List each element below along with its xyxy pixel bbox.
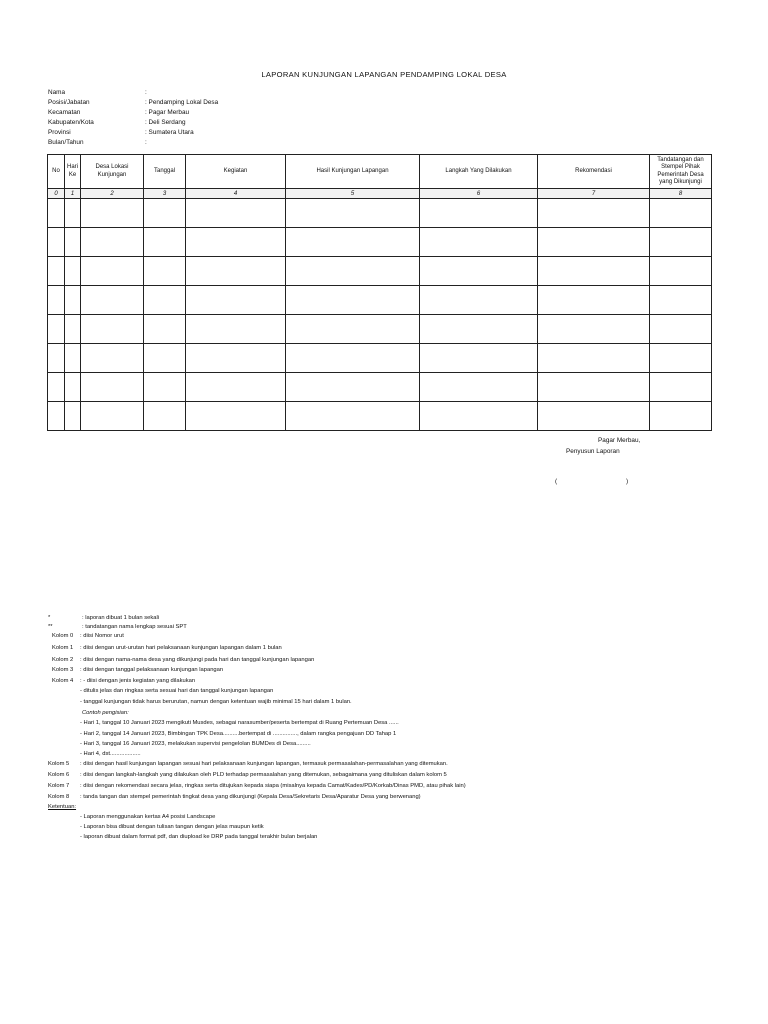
table-cell[interactable]	[48, 257, 65, 286]
info-value: :	[145, 139, 147, 146]
info-label: Bulan/Tahun	[48, 139, 84, 146]
info-row-kecamatan	[48, 108, 348, 117]
column-number: 3	[144, 189, 186, 199]
table-cell[interactable]	[286, 257, 420, 286]
header-tandatangan: Tandatangan dan Stempel Pihak Pemerintah Desa yang Dikunjungi	[650, 155, 712, 189]
note-label: Kolom 0	[52, 633, 74, 639]
table-cell[interactable]	[48, 199, 65, 228]
note-ketentuan-item: - laporan dibuat dalam format pdf, dan diupload ke DRP pada tanggal terakhir bulan berjalan	[80, 834, 318, 840]
table-cell[interactable]	[538, 373, 650, 402]
table-cell[interactable]	[650, 373, 712, 402]
note-mark: **	[48, 624, 53, 630]
column-number: 0	[48, 189, 65, 199]
table-cell[interactable]	[65, 228, 81, 257]
table-cell[interactable]	[420, 373, 538, 402]
note-text: : tanda tangan dan stempel pemerintah tingkat desa yang dikunjungi (Kepala Desa/Sekretaris Desa/Aparatur Desa yang berwenang)	[80, 794, 421, 800]
table-cell[interactable]	[81, 344, 144, 373]
table-cell[interactable]	[81, 315, 144, 344]
info-row-provinsi	[48, 128, 348, 137]
header-hari-ke: Hari Ke	[65, 155, 81, 189]
table-cell[interactable]	[420, 199, 538, 228]
table-cell[interactable]	[650, 286, 712, 315]
note-kolom8	[48, 793, 421, 801]
report-table	[47, 154, 712, 431]
note-label: Kolom 6	[48, 772, 70, 778]
note-label: Kolom 5	[48, 761, 70, 767]
info-value: : Pendamping Lokal Desa	[145, 99, 219, 106]
note-kolom3	[52, 666, 223, 674]
table-cell[interactable]	[48, 344, 65, 373]
info-label: Posisi/Jabatan	[48, 99, 90, 106]
info-row-bulan	[48, 138, 348, 147]
table-cell[interactable]	[538, 286, 650, 315]
table-cell[interactable]	[65, 199, 81, 228]
column-number: 6	[420, 189, 538, 199]
table-cell[interactable]	[144, 199, 186, 228]
table-cell[interactable]	[81, 286, 144, 315]
table-cell[interactable]	[186, 344, 286, 373]
info-value: : Sumatera Utara	[145, 129, 194, 136]
table-cell[interactable]	[48, 315, 65, 344]
note-star2	[48, 623, 187, 631]
table-cell[interactable]	[650, 199, 712, 228]
note-contoh-item: - Hari 3, tanggal 16 Januari 2023, melakukan supervisi pengelolan BUMDes di Desa.........	[80, 741, 311, 747]
table-cell[interactable]	[420, 315, 538, 344]
table-row	[48, 228, 712, 257]
table-cell[interactable]	[144, 373, 186, 402]
table-cell[interactable]	[65, 315, 81, 344]
table-cell[interactable]	[286, 402, 420, 431]
note-contoh-item: - Hari 2, tanggal 14 Januari 2023, Bimbingan TPK Desa..........bertempat di ..............., dalam rangka pengajuan DD Tahap 1	[80, 731, 397, 737]
info-label: Kabupaten/Kota	[48, 119, 94, 126]
table-cell[interactable]	[48, 402, 65, 431]
page-title: LAPORAN KUNJUNGAN LAPANGAN PENDAMPING LOKAL DESA	[261, 70, 507, 79]
header-hasil-kunjungan: Hasil Kunjungan Lapangan	[286, 155, 420, 189]
note-kolom4	[52, 677, 195, 685]
table-cell[interactable]	[144, 402, 186, 431]
note-text: : laporan dibuat 1 bulan sekali	[82, 615, 160, 621]
info-value: : Deli Serdang	[145, 119, 186, 126]
signature-name-open: (	[555, 478, 558, 485]
table-row	[48, 315, 712, 344]
note-text: : - diisi dengan jenis kegiatan yang dilakukan	[80, 678, 196, 684]
table-cell[interactable]	[538, 315, 650, 344]
note-text: : diisi dengan nama-nama desa yang dikunjungi pada hari dan tanggal kunjungan lapangan	[80, 657, 315, 663]
table-cell[interactable]	[538, 228, 650, 257]
table-cell[interactable]	[538, 257, 650, 286]
note-kolom4-bullet: - ditulis jelas dan ringkas serta sesuai hari dan tanggal kunjungan lapangan	[80, 688, 274, 694]
header-rekomendasi: Rekomendasi	[538, 155, 650, 189]
table-cell[interactable]	[144, 257, 186, 286]
table-cell[interactable]	[81, 373, 144, 402]
table-number-row	[48, 189, 712, 199]
note-label: Kolom 4	[52, 678, 74, 684]
table-cell[interactable]	[650, 344, 712, 373]
table-cell[interactable]	[650, 257, 712, 286]
note-text: : diisi dengan tanggal pelaksanaan kunjungan lapangan	[80, 667, 224, 673]
note-text: : diisi dengan hasil kunjungan lapangan sesuai hari pelaksanaan kunjungan lapangan, termasuk permasalahan-permasalahan yang ditemukan.	[80, 761, 448, 767]
table-cell[interactable]	[538, 344, 650, 373]
table-row	[48, 344, 712, 373]
table-cell[interactable]	[144, 315, 186, 344]
info-row-nama	[48, 88, 348, 97]
table-cell[interactable]	[538, 199, 650, 228]
column-number: 4	[186, 189, 286, 199]
table-cell[interactable]	[420, 344, 538, 373]
table-cell[interactable]	[65, 344, 81, 373]
table-cell[interactable]	[186, 402, 286, 431]
table-cell[interactable]	[186, 199, 286, 228]
note-contoh-item: - Hari 4, dst...................	[80, 751, 141, 757]
note-star1	[48, 614, 159, 622]
table-cell[interactable]	[286, 228, 420, 257]
table-cell[interactable]	[65, 402, 81, 431]
header-langkah: Langkah Yang Dilakukan	[420, 155, 538, 189]
table-cell[interactable]	[48, 228, 65, 257]
table-cell[interactable]	[186, 228, 286, 257]
column-number: 7	[538, 189, 650, 199]
note-label: Kolom 1	[52, 645, 74, 651]
info-row-jabatan	[48, 98, 348, 107]
note-text: : diisi Nomor urut	[80, 633, 124, 639]
table-cell[interactable]	[48, 373, 65, 402]
note-text: : tandatangan nama lengkap sesuai SPT	[82, 624, 187, 630]
note-text: : diisi dengan langkah-langkah yang dilakukan oleh PLD terhadap permasalahan yang ditemukan, sebagaimana yang dituliskan dalam kolom 5	[80, 772, 447, 778]
info-value: : Pagar Merbau	[145, 109, 190, 116]
note-kolom6	[48, 771, 447, 779]
table-cell[interactable]	[144, 228, 186, 257]
table-row	[48, 257, 712, 286]
note-text: : diisi dengan urut-urutan hari pelaksanaan kunjungan lapangan dalam 1 bulan	[80, 645, 282, 651]
table-cell[interactable]	[65, 257, 81, 286]
column-number: 5	[286, 189, 420, 199]
table-header-row	[48, 155, 712, 189]
table-cell[interactable]	[286, 286, 420, 315]
column-number: 2	[81, 189, 144, 199]
table-cell[interactable]	[420, 402, 538, 431]
note-label: Kolom 7	[48, 783, 70, 789]
signature-name-close: )	[626, 478, 629, 485]
table-row	[48, 402, 712, 431]
table-cell[interactable]	[65, 373, 81, 402]
note-kolom4-bullet: - tanggal kunjungan tidak harus berurutan, namun dengan ketentuan wajib minimal 15 hari dalam 1 bulan.	[80, 699, 352, 705]
info-value: :	[145, 89, 147, 96]
table-cell[interactable]	[186, 373, 286, 402]
table-cell[interactable]	[286, 373, 420, 402]
table-cell[interactable]	[65, 286, 81, 315]
table-cell[interactable]	[650, 315, 712, 344]
note-contoh-item: - Hari 1, tanggal 10 Januari 2023 mengikuti Musdes, sebagai narasumber/peserta bertempat di Ruang Pertemuan Desa ......	[80, 720, 399, 726]
table-cell[interactable]	[286, 199, 420, 228]
table-row	[48, 286, 712, 315]
table-cell[interactable]	[420, 286, 538, 315]
table-cell[interactable]	[420, 228, 538, 257]
table-cell[interactable]	[186, 286, 286, 315]
table-cell[interactable]	[186, 257, 286, 286]
signature-role: Penyusun Laporan	[566, 448, 620, 455]
table-cell[interactable]	[186, 315, 286, 344]
note-mark: *	[48, 615, 51, 621]
table-cell[interactable]	[144, 286, 186, 315]
table-cell[interactable]	[48, 286, 65, 315]
note-kolom5	[48, 760, 448, 768]
table-row	[48, 199, 712, 228]
table-cell[interactable]	[286, 344, 420, 373]
table-cell[interactable]	[81, 257, 144, 286]
header-tanggal: Tanggal	[144, 155, 186, 189]
header-desa-lokasi: Desa Lokasi Kunjungan	[81, 155, 144, 189]
note-kolom2	[52, 656, 314, 664]
table-cell[interactable]	[81, 199, 144, 228]
table-cell[interactable]	[144, 344, 186, 373]
table-cell[interactable]	[650, 402, 712, 431]
info-label: Provinsi	[48, 129, 71, 136]
table-cell[interactable]	[420, 257, 538, 286]
note-kolom0	[52, 632, 124, 640]
note-kolom7	[48, 782, 466, 790]
note-label: Kolom 3	[52, 667, 74, 673]
signature-place: Pagar Merbau,	[598, 437, 641, 444]
table-row	[48, 373, 712, 402]
note-ketentuan-item: - Laporan menggunakan kertas A4 posisi Landscape	[80, 814, 216, 820]
table-cell[interactable]	[286, 315, 420, 344]
note-ketentuan-item: - Laporan bisa dibuat dengan tulisan tangan dengan jelas maupun ketik	[80, 824, 264, 830]
note-kolom1	[52, 644, 282, 652]
note-label: Kolom 8	[48, 794, 70, 800]
note-label: Kolom 2	[52, 657, 74, 663]
info-label: Kecamatan	[48, 109, 81, 116]
info-label: Nama	[48, 89, 66, 96]
header-no: No	[48, 155, 65, 189]
info-row-kabupaten	[48, 118, 348, 127]
table-cell[interactable]	[81, 402, 144, 431]
note-contoh-title: Contoh pengisian:	[82, 710, 129, 716]
column-number: 8	[650, 189, 712, 199]
table-cell[interactable]	[81, 228, 144, 257]
column-number: 1	[65, 189, 81, 199]
note-text: : diisi dengan rekomendasi secara jelas, ringkas serta ditujukan kepada siapa (misalnya kepada Camat/Kades/PD/Korkab/Dinas PMD, atau pihak lain)	[80, 783, 466, 789]
table-cell[interactable]	[538, 402, 650, 431]
header-kegiatan: Kegiatan	[186, 155, 286, 189]
table-cell[interactable]	[650, 228, 712, 257]
note-ketentuan-title: Ketentuan:	[48, 804, 77, 810]
